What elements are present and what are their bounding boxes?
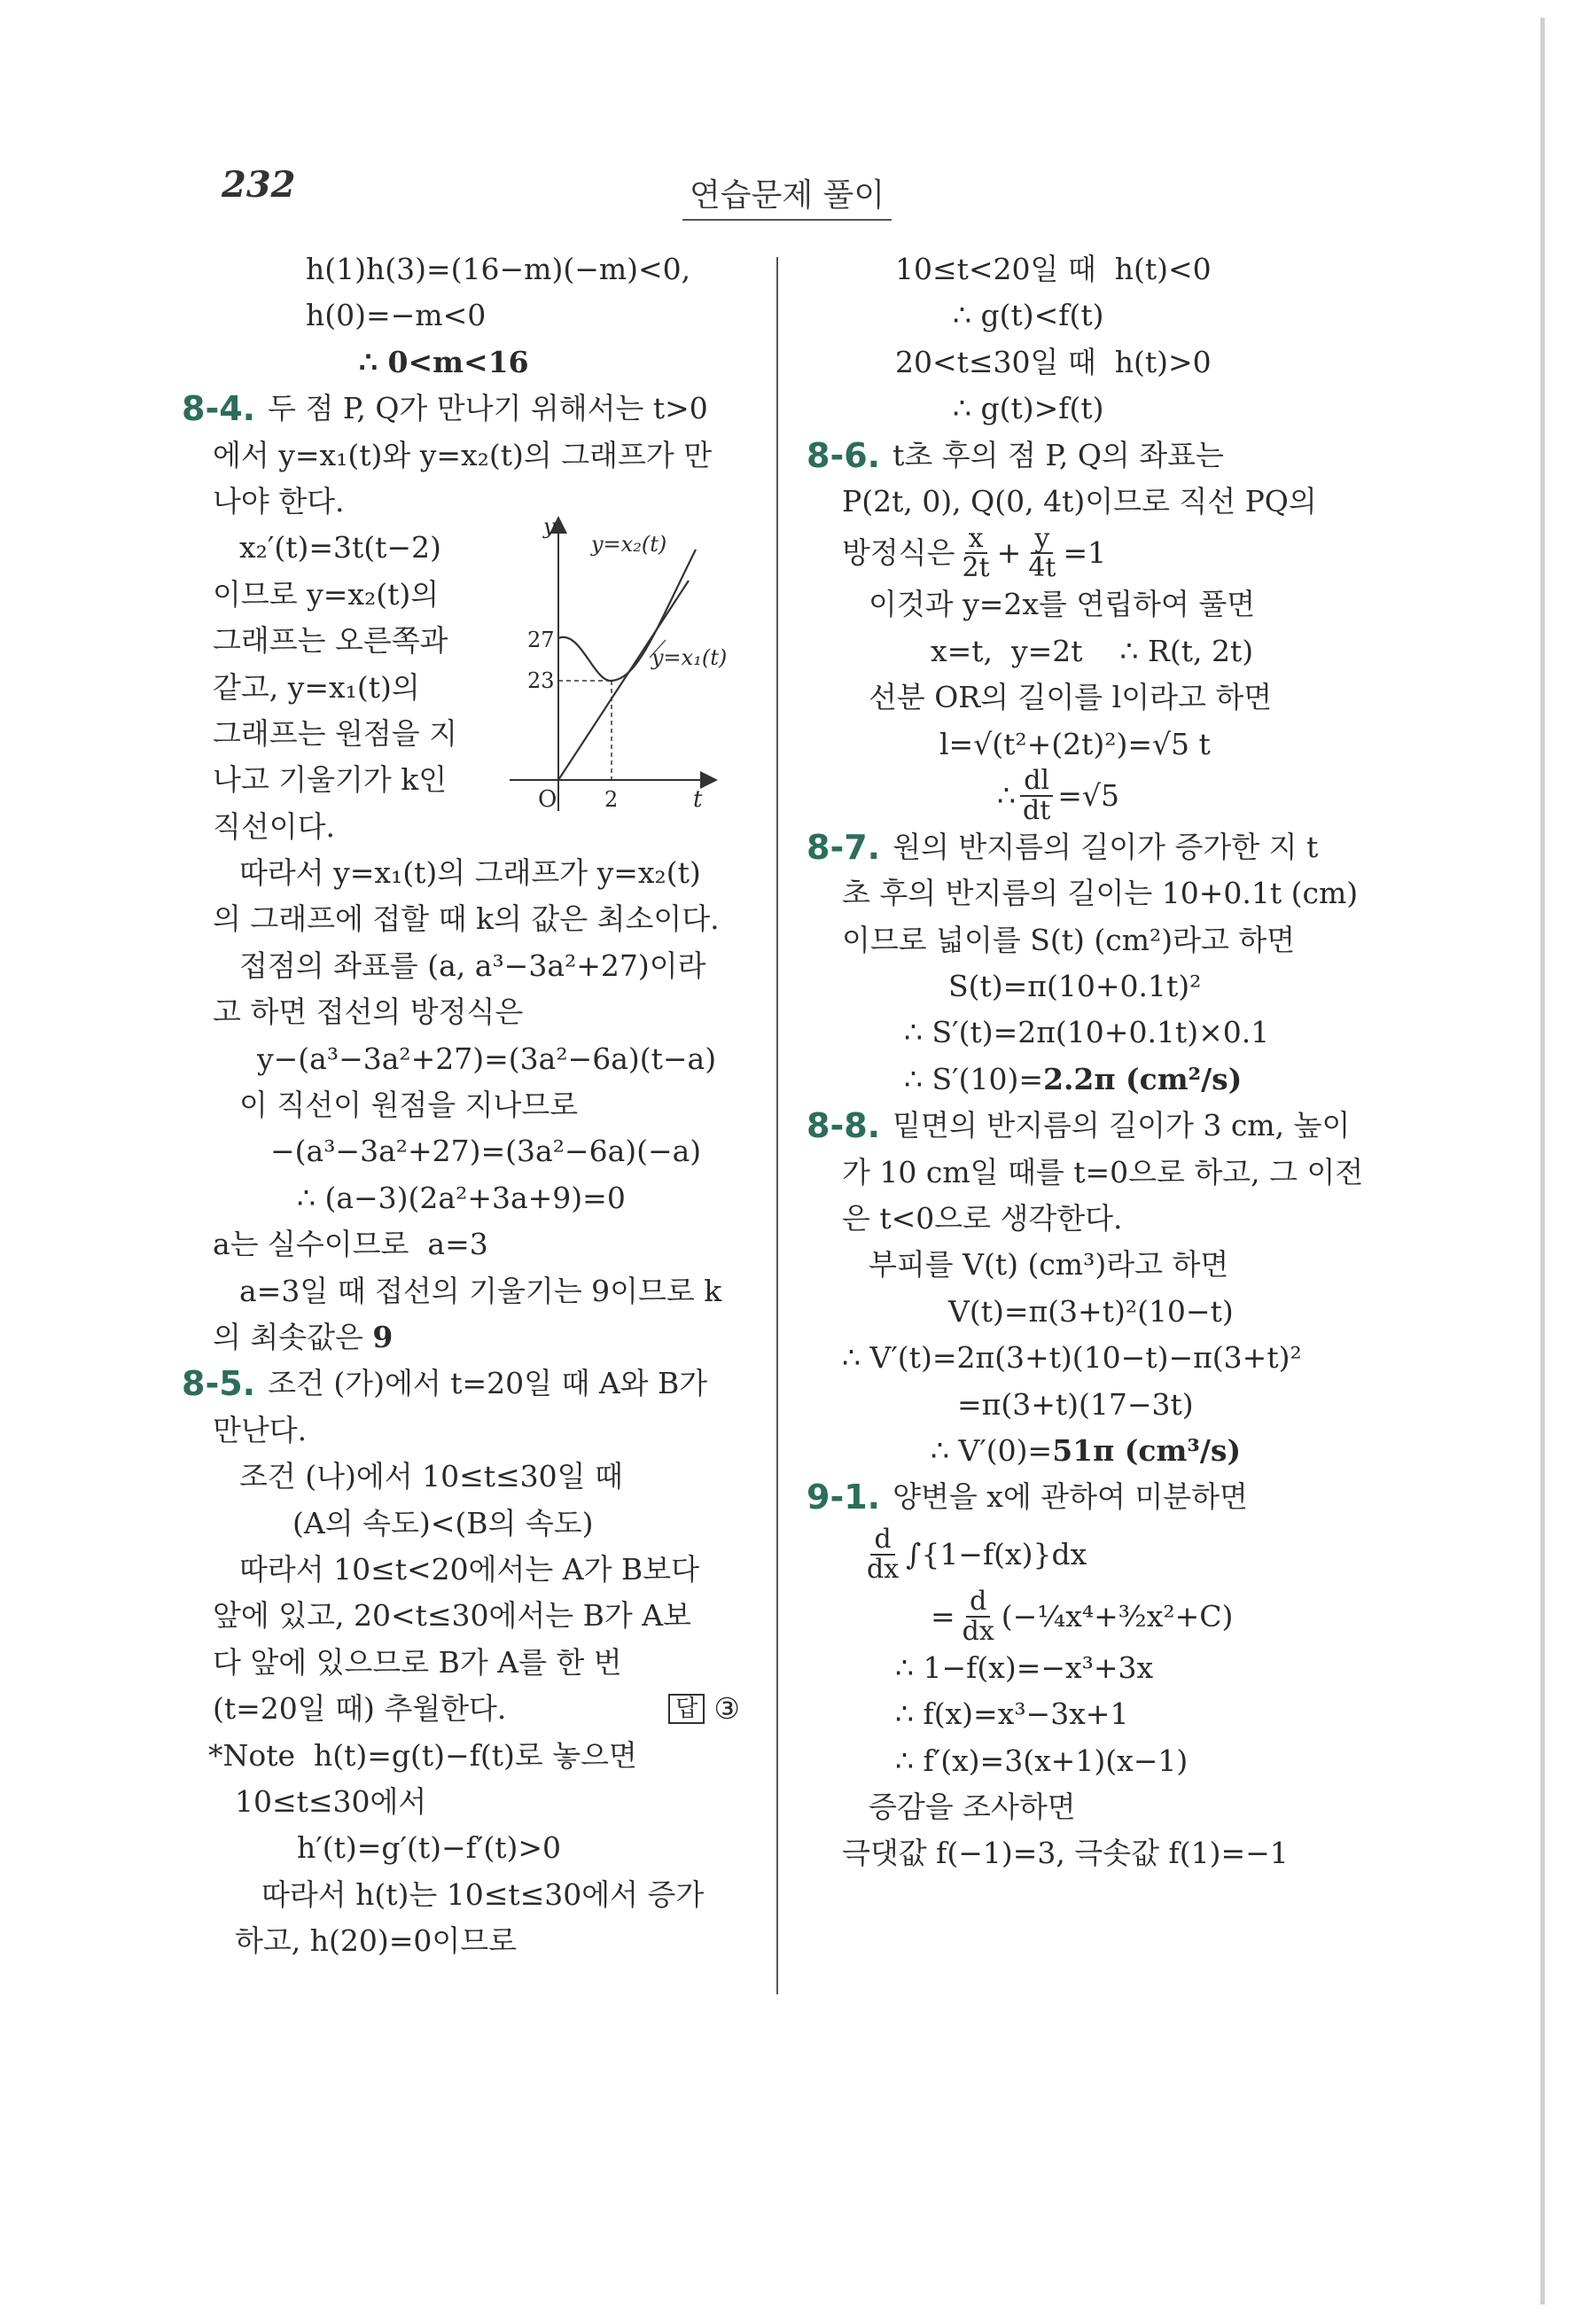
text-line — [807, 1784, 1374, 1830]
fraction-y-denominator: 4t — [1028, 552, 1056, 584]
line-text: h′(t)=g′(t)−f′(t)>0 — [297, 1830, 562, 1866]
line-text: ∴ 0<m<16 — [359, 344, 529, 379]
text-line — [182, 850, 767, 896]
text-line — [807, 1150, 1374, 1196]
text-line — [182, 1314, 767, 1361]
line-text: P(2t, 0), Q(0, 4t)이므로 직선 PQ의 — [842, 483, 1317, 519]
text-line — [182, 1408, 767, 1454]
line-text: 이므로 넓이를 S(t) (cm²)라고 하면 — [842, 922, 1296, 957]
line-text: ∴ f(x)=x³−3x+1 — [895, 1696, 1129, 1732]
problem-number: 8-7. — [807, 827, 881, 867]
line-text: t초 후의 점 P, Q의 좌표는 — [892, 437, 1224, 472]
line-text: ∴ g(t)<f(t) — [953, 298, 1104, 333]
fraction-x-numerator: x — [965, 525, 987, 555]
graph-origin-label: O — [538, 786, 557, 813]
line-text: 앞에 있고, 20<t≤30에서는 B가 A보 — [213, 1598, 691, 1634]
answer-value: 2.2π (cm²/s) — [1042, 1061, 1243, 1096]
text-line — [807, 1521, 1374, 1588]
line-text: 조건 (나)에서 10≤t≤30일 때 — [239, 1459, 623, 1494]
line-text: 에서 y=x₁(t)와 y=x₂(t)의 그래프가 만 — [213, 437, 713, 472]
line-text: 나야 한다. — [213, 483, 345, 519]
graph-tick-27: 27 — [527, 628, 555, 652]
text-line — [182, 246, 767, 292]
problem-number: 9-1. — [807, 1478, 881, 1517]
derivative-operator-denominator: dx — [962, 1615, 994, 1647]
column-divider — [776, 257, 778, 1994]
text-line — [807, 1010, 1374, 1056]
line-text: y−(a³−3a²+27)=(3a²−6a)(t−a) — [257, 1041, 717, 1076]
graph-t-label: t — [693, 786, 703, 813]
page-edge-line — [1540, 18, 1545, 2305]
text-line — [182, 1640, 767, 1686]
problem-number: 8-8. — [807, 1106, 881, 1146]
line-text: 직선이다. — [213, 808, 336, 844]
text-line — [182, 1686, 767, 1732]
line-text: 만난다. — [213, 1412, 308, 1447]
text-line — [807, 1645, 1374, 1691]
graph-figure — [492, 514, 758, 820]
text-line — [807, 628, 1374, 675]
text-line — [182, 943, 767, 989]
text-line — [807, 1738, 1374, 1784]
text-line — [807, 765, 1374, 826]
line-text: ∴ — [997, 777, 1016, 813]
derivative-operator-denominator: dx — [867, 1553, 900, 1585]
text-line — [182, 433, 767, 479]
text-line — [807, 1691, 1374, 1737]
text-line — [807, 1588, 1374, 1645]
line-text: 밑면의 반지름의 길이가 3 cm, 높이 — [892, 1108, 1351, 1143]
line-text: 나고 기울기가 k인 — [213, 762, 448, 798]
fraction-dl-dt-numerator: dl — [1020, 767, 1053, 797]
fraction-x-denominator: 2t — [962, 552, 990, 584]
graph-y-label: y — [543, 514, 556, 539]
line-text: 초 후의 반지름의 길이는 10+0.1t (cm) — [842, 876, 1359, 911]
line-text: 같고, y=x₁(t)의 — [213, 669, 420, 705]
line-text: 증감을 조사하면 — [869, 1789, 1076, 1824]
line-text: h(0)=−m<0 — [306, 298, 487, 333]
graph-curve-label: y=x₂(t) — [591, 532, 667, 557]
text-line — [807, 581, 1374, 628]
text-line — [807, 1335, 1374, 1381]
line-text: 이므로 y=x₂(t)의 — [213, 576, 440, 612]
line-text: 원의 반지름의 길이가 증가한 지 t — [892, 829, 1319, 864]
text-line — [182, 1593, 767, 1639]
line-text: 고 하면 접선의 방정식은 — [213, 994, 524, 1030]
line-text: 부피를 V(t) (cm³)라고 하면 — [869, 1247, 1229, 1283]
text-line — [182, 292, 767, 339]
text-line — [807, 1382, 1374, 1428]
left-column — [182, 246, 767, 1964]
page-title: 연습문제 풀이 — [682, 170, 892, 221]
line-text: ∴ S′(10)= — [904, 1061, 1043, 1096]
equals-sign: = — [931, 1598, 955, 1634]
line-text: ∴ S′(t)=2π(10+0.1t)×0.1 — [904, 1015, 1270, 1050]
text-line — [807, 1057, 1374, 1103]
text-line — [182, 1825, 767, 1871]
problem-number: 8-4. — [182, 389, 256, 429]
line-text: 가 10 cm일 때를 t=0으로 하고, 그 이전 — [842, 1154, 1364, 1189]
line-text: =π(3+t)(17−3t) — [957, 1386, 1194, 1422]
line-text: 의 최솟값은 — [213, 1319, 373, 1354]
text-line — [807, 1196, 1374, 1242]
line-text: V(t)=π(3+t)²(10−t) — [948, 1293, 1234, 1329]
line-text: h(1)h(3)=(16−m)(−m)<0, — [306, 252, 691, 286]
equation-rhs: =1 — [1063, 535, 1107, 571]
text-line — [807, 721, 1374, 768]
page-number: 232 — [222, 164, 296, 206]
line-text: l=√(t²+(2t)²)=√5 t — [939, 726, 1211, 761]
text-line — [807, 675, 1374, 721]
right-column — [807, 246, 1374, 1877]
line-text: 20<t≤30일 때 h(t)>0 — [895, 344, 1212, 379]
text-line — [807, 824, 1374, 870]
line-text: 두 점 P, Q가 만나기 위해서는 t>0 — [268, 391, 708, 426]
line-text: ∴ 1−f(x)=−x³+3x — [895, 1649, 1154, 1685]
line-text: S(t)=π(10+0.1t)² — [948, 969, 1202, 1004]
line-text: 다 앞에 있으므로 B가 A를 한 번 — [213, 1644, 622, 1680]
text-line — [182, 1918, 767, 1964]
line-text: x₂′(t)=3t(t−2) — [239, 530, 441, 565]
line-text: 접점의 좌표를 (a, a³−3a²+27)이라 — [239, 948, 706, 983]
answer-value: 9 — [372, 1319, 394, 1354]
line-text: 이것과 y=2x를 연립하여 풀면 — [869, 587, 1256, 622]
line-text: 따라서 10≤t<20에서는 A가 B보다 — [239, 1551, 699, 1587]
line-text: ∴ f′(x)=3(x+1)(x−1) — [895, 1743, 1189, 1778]
text-line — [807, 1103, 1374, 1149]
line-text: 따라서 h(t)는 10≤t≤30에서 증가 — [261, 1876, 705, 1912]
text-line — [182, 1221, 767, 1267]
line-text: (t=20일 때) 추월한다. — [213, 1691, 507, 1727]
fraction-x — [959, 522, 994, 584]
derivative-operator-numerator: d — [870, 1525, 894, 1556]
line-text: *Note h(t)=g(t)−f(t)로 놓으면 — [208, 1737, 637, 1773]
derivative-operator — [863, 1525, 902, 1583]
line-text: 그래프는 원점을 지 — [213, 715, 458, 751]
problem-number: 8-5. — [182, 1364, 256, 1404]
derivative-operator-numerator: d — [966, 1587, 990, 1618]
line-text: ∴ V′(0)= — [931, 1432, 1053, 1468]
text-line — [182, 1454, 767, 1500]
fraction-y — [1025, 522, 1059, 584]
line-text: ∴ g(t)>f(t) — [953, 391, 1104, 426]
text-line — [182, 1733, 767, 1779]
text-line — [182, 339, 767, 386]
line-text: −(a³−3a²+27)=(3a²−6a)(−a) — [270, 1134, 702, 1169]
line-text: 은 t<0으로 생각한다. — [842, 1201, 1123, 1236]
text-line — [807, 339, 1374, 386]
text-line — [182, 386, 767, 432]
line-text: 그래프는 오른쪽과 — [213, 623, 448, 659]
line-text: 선분 OR의 길이를 l이라고 하면 — [869, 680, 1273, 715]
text-line — [182, 1547, 767, 1593]
plus-sign: + — [996, 535, 1022, 571]
line-text: 양변을 x에 관하여 미분하면 — [892, 1479, 1248, 1515]
line-text: ∴ V′(t)=2π(3+t)(10−t)−π(3+t)² — [842, 1340, 1302, 1376]
line-text: 하고, h(20)=0이므로 — [235, 1923, 518, 1959]
line-text: 극댓값 f(−1)=3, 극솟값 f(1)=−1 — [842, 1836, 1289, 1871]
text-line — [807, 292, 1374, 339]
text-line — [807, 1428, 1374, 1474]
answer-choice: ③ — [713, 1691, 740, 1727]
text-line — [807, 433, 1374, 479]
line-text: 이 직선이 원점을 지나므로 — [239, 1088, 579, 1123]
line-text: a=3일 때 접선의 기울기는 9이므로 k — [239, 1273, 722, 1308]
answer-value: 51π (cm³/s) — [1052, 1432, 1242, 1468]
line-text: 조건 (가)에서 t=20일 때 A와 B가 — [268, 1366, 708, 1401]
line-text: 10≤t≤30에서 — [235, 1783, 427, 1819]
text-line — [807, 479, 1374, 525]
line-text: (−¼x⁴+³⁄₂x²+C) — [1001, 1598, 1234, 1634]
graph-line-label: y=x₁(t) — [651, 645, 728, 670]
fraction-y-numerator: y — [1031, 525, 1053, 555]
text-line — [807, 1289, 1374, 1335]
fraction-dl-dt — [1019, 767, 1054, 824]
text-line — [182, 989, 767, 1035]
text-line — [807, 963, 1374, 1010]
graph-tick-2: 2 — [604, 787, 619, 812]
line-text: 따라서 y=x₁(t)의 그래프가 y=x₂(t) — [239, 855, 701, 891]
line-text: a는 실수이므로 a=3 — [213, 1227, 488, 1262]
derivative-operator — [959, 1587, 998, 1645]
text-line — [807, 1242, 1374, 1288]
text-line — [182, 896, 767, 942]
line-text: 10≤t<20일 때 h(t)<0 — [895, 252, 1212, 286]
line-text: 방정식은 — [842, 535, 955, 571]
text-line — [182, 1872, 767, 1918]
text-line — [182, 1779, 767, 1825]
text-line — [807, 1474, 1374, 1520]
text-line — [182, 1175, 767, 1221]
text-line — [182, 1501, 767, 1547]
line-text: ∴ (a−3)(2a²+3a+9)=0 — [297, 1180, 626, 1215]
text-line — [182, 1268, 767, 1314]
line-text: x=t, y=2t ∴ R(t, 2t) — [931, 633, 1254, 668]
text-line — [807, 1830, 1374, 1876]
text-line — [807, 386, 1374, 432]
problem-number: 8-6. — [807, 435, 881, 475]
line-text: (A의 속도)<(B의 속도) — [292, 1505, 594, 1540]
text-line — [807, 522, 1374, 584]
equation-rhs: =√5 — [1057, 777, 1119, 813]
fraction-dl-dt-denominator: dt — [1023, 794, 1051, 826]
text-line — [807, 870, 1374, 916]
text-line — [182, 1036, 767, 1082]
line-text: 의 그래프에 접할 때 k의 값은 최소이다. — [213, 901, 720, 937]
text-line — [807, 917, 1374, 963]
text-line — [807, 246, 1374, 292]
text-line — [182, 1128, 767, 1174]
text-line — [182, 1082, 767, 1128]
graph-tick-23: 23 — [527, 668, 555, 693]
answer-label-box: 답 — [668, 1694, 705, 1724]
line-text: ∫{1−f(x)}dx — [906, 1536, 1087, 1571]
text-line — [182, 1361, 767, 1407]
